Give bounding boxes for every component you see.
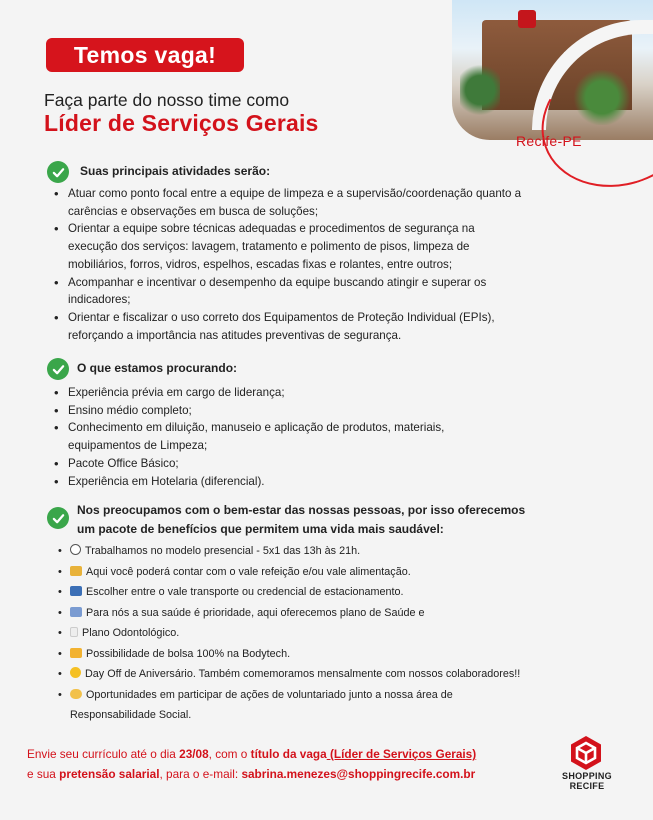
benefit-item bbox=[54, 582, 634, 603]
check-icon bbox=[47, 358, 69, 380]
benefit-text: Day Off de Aniversário. Também comemoramos mensalmente com nossos colaboradores!! bbox=[85, 668, 521, 680]
benefit-text: Aqui você poderá contar com o vale refeição e/ou vale alimentação. bbox=[86, 565, 411, 578]
benefits-heading-line1: Nos preocupamos com o bem-estar das nossas pessoas, por isso oferecemos bbox=[77, 503, 526, 517]
footer-text: e sua bbox=[27, 767, 60, 781]
benefits-heading bbox=[77, 501, 525, 539]
benefits-list bbox=[54, 541, 634, 726]
requirement-item-line: • Experiência em Hotelaria (diferencial). bbox=[68, 474, 265, 488]
benefit-item bbox=[54, 623, 634, 644]
sunglasses-face-icon bbox=[70, 667, 81, 678]
footer-text: , para o e-mail: bbox=[159, 767, 242, 781]
benefit-item bbox=[54, 685, 634, 706]
requirement-item-line: • Experiência prévia em cargo de liderança; bbox=[68, 386, 285, 399]
benefit-text: Escolher entre o vale transporte ou credencial de estacionamento. bbox=[86, 586, 404, 598]
footer-text: Envie seu currículo até o dia bbox=[27, 747, 180, 761]
activity-item-line: • Atuar como ponto focal entre a equipe de limpeza e a supervisão/coordenação quanto a bbox=[68, 187, 522, 200]
benefit-text: Oportunidades em participar de ações de voluntariado junto a nossa área de bbox=[86, 688, 453, 701]
flexed-bicep-icon bbox=[70, 648, 82, 658]
benefit-item bbox=[54, 603, 634, 624]
requirement-item bbox=[54, 384, 614, 402]
requirement-item bbox=[54, 455, 614, 473]
activities-list bbox=[54, 185, 634, 344]
logo-text-line1: SHOPPING bbox=[562, 771, 612, 781]
benefit-item bbox=[54, 664, 634, 685]
logo-text-line2: RECIFE bbox=[569, 781, 605, 791]
benefits-heading-line2: um pacote de benefícios que permitem uma vida mais saudável: bbox=[77, 522, 444, 536]
tooth-icon bbox=[70, 627, 78, 637]
subject-label: título da vaga bbox=[250, 747, 327, 761]
activity-item-line: reforçando a importância nas atitudes preventivas de segurança. bbox=[68, 328, 402, 342]
deadline-date: 23/08 bbox=[179, 747, 209, 761]
requirement-item bbox=[54, 402, 614, 420]
activity-item-line: carências e observações em busca de soluções; bbox=[68, 204, 319, 218]
benefit-text: Possibilidade de bolsa 100% na Bodytech. bbox=[86, 647, 291, 660]
benefit-text: Trabalhamos no modelo presencial - 5x1 das 13h às 21h. bbox=[85, 545, 361, 557]
requirements-list bbox=[54, 384, 614, 490]
requirement-item-line: • Ensino médio completo; bbox=[68, 403, 192, 417]
clock-icon bbox=[70, 544, 81, 555]
application-instructions bbox=[27, 744, 476, 784]
job-title: Líder de Serviços Gerais bbox=[44, 110, 319, 136]
requirement-item-line: equipamentos de Limpeza; bbox=[68, 439, 208, 453]
contact-email[interactable]: sabrina.menezes@shoppingrecife.com.br bbox=[241, 767, 476, 781]
activity-item bbox=[54, 309, 634, 344]
requirements-heading: O que estamos procurando: bbox=[77, 361, 238, 375]
benefit-item bbox=[54, 541, 634, 562]
credit-card-icon bbox=[70, 566, 82, 576]
subject-value: (Líder de Serviços Gerais) bbox=[326, 747, 477, 761]
benefit-item bbox=[54, 562, 634, 583]
benefit-item bbox=[54, 644, 634, 665]
requirement-item-line: • Conhecimento em diluição, manuseio e aplicação de produtos, materiais, bbox=[68, 421, 445, 435]
check-icon bbox=[47, 161, 69, 183]
activity-item-line: execução dos serviços: lavagem, tratamento e polimento de pisos, limpeza de bbox=[68, 240, 470, 254]
activity-item-line: • Orientar a equipe sobre técnicas adequadas e procedimentos de segurança na bbox=[68, 222, 475, 236]
activity-item bbox=[54, 220, 634, 273]
activity-item-line: • Orientar e fiscalizar o uso correto dos Equipamentos de Proteção Individual (EPIs), bbox=[68, 310, 495, 324]
benefit-text: Para nós a sua saúde é prioridade, aqui oferecemos plano de Saúde e bbox=[86, 606, 425, 619]
check-icon bbox=[47, 507, 69, 529]
activity-item-line: indicadores; bbox=[68, 293, 131, 307]
requirement-item bbox=[54, 419, 614, 454]
activity-item bbox=[54, 274, 634, 309]
benefit-item bbox=[54, 705, 634, 726]
salary-label: pretensão salarial bbox=[59, 767, 160, 781]
footer-text: , com o bbox=[208, 747, 251, 761]
doctor-icon bbox=[70, 607, 82, 617]
requirement-item-line: • Pacote Office Básico; bbox=[68, 456, 179, 470]
activity-item bbox=[54, 185, 634, 220]
benefit-text: Plano Odontológico. bbox=[82, 627, 180, 639]
shopping-recife-logo bbox=[550, 735, 624, 795]
handshake-icon bbox=[70, 689, 82, 699]
intro-text: Faça parte do nosso time como bbox=[44, 90, 290, 110]
location-label: Recife-PE bbox=[516, 133, 582, 149]
requirement-item bbox=[54, 473, 614, 491]
activity-item-line: mobiliários, forros, vidros, espelhos, escadas fixas e rolantes, entre outros; bbox=[68, 257, 453, 271]
activities-heading: Suas principais atividades serão: bbox=[80, 164, 271, 178]
benefit-text: Responsabilidade Social. bbox=[70, 709, 192, 721]
hiring-badge: Temos vaga! bbox=[46, 38, 244, 72]
bus-icon bbox=[70, 586, 82, 596]
activity-item-line: • Acompanhar e incentivar o desempenho da equipe buscando atingir e superar os bbox=[68, 275, 487, 289]
hexagon-logo-icon bbox=[568, 735, 604, 771]
